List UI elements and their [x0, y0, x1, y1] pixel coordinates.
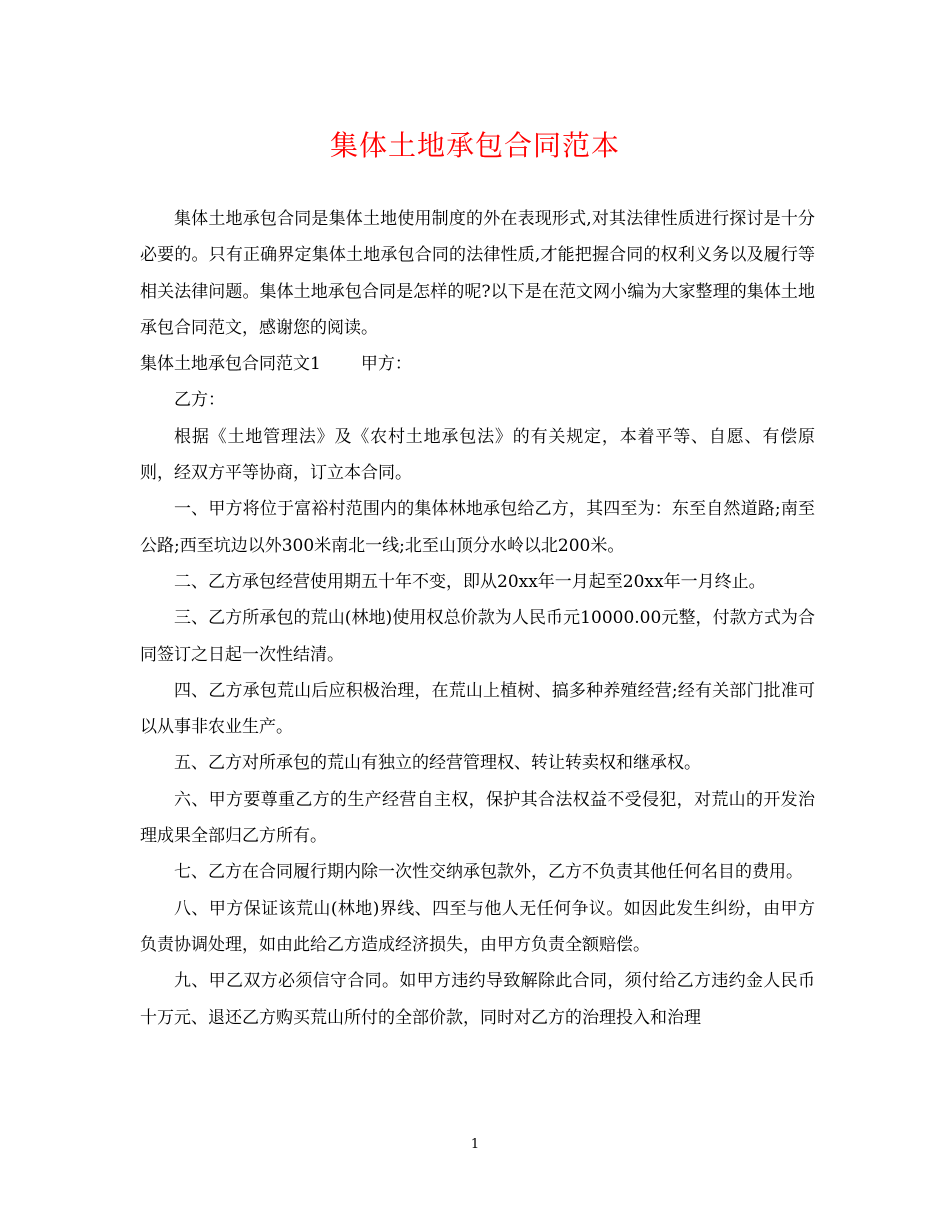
clause-4: 四、乙方承包荒山后应积极治理，在荒山上植树、搞多种养殖经营;经有关部门批准可以从事非农业生产。 — [140, 680, 815, 738]
clause-2: 二、乙方承包经营使用期五十年不变，即从20xx年一月起至20xx年一月终止。 — [174, 571, 766, 592]
section-heading: 集体土地承包合同范文1 — [140, 354, 321, 375]
clause-9: 九、甲乙双方必须信守合同。如甲方违约导致解除此合同，须付给乙方违约金人民币十万元、退还乙方购买荒山所付的全部价款，同时对乙方的治理投入和治理 — [140, 971, 815, 1028]
clause-7: 七、乙方在合同履行期内除一次性交纳承包款外，乙方不负责其他任何名目的费用。 — [174, 862, 803, 883]
clause-8: 八、甲方保证该荒山(林地)界线、四至与他人无任何争议。如因此发生纠纷，由甲方负责协调处理，如由此给乙方造成经济损失，由甲方负责全额赔偿。 — [140, 898, 815, 955]
clause-6: 六、甲方要尊重乙方的生产经营自主权，保护其合法权益不受侵犯，对荒山的开发治理成果全部归乙方所有。 — [140, 789, 815, 847]
clause-preamble: 根据《土地管理法》及《农村土地承包法》的有关规定，本着平等、自愿、有偿原则，经双方平等协商，订立本合同。 — [140, 426, 815, 484]
party-a-label: 甲方： — [360, 354, 412, 375]
party-b-label: 乙方： — [174, 390, 225, 411]
document-body — [140, 201, 815, 1036]
clause-5: 五、乙方对所承包的荒山有独立的经营管理权、转让转卖权和继承权。 — [174, 753, 701, 774]
clause-3: 三、乙方所承包的荒山(林地)使用权总价款为人民币元10000.00元整，付款方式为合同签订之日起一次性结清。 — [140, 608, 815, 665]
document-title: 集体土地承包合同范本 — [329, 129, 620, 162]
intro-paragraph: 集体土地承包合同是集体土地使用制度的外在表现形式,对其法律性质进行探讨是十分必要的。只有正确界定集体土地承包合同的法律性质,才能把握合同的权利义务以及履行等相关法律问题。集体土地承包合同是怎样的呢?以下是在范文网小编为大家整理的集体土地承包合同范文，感谢您的阅读。 — [140, 209, 815, 338]
clause-1: 一、甲方将位于富裕村范围内的集体林地承包给乙方，其四至为：东至自然道路;南至公路;西至坑边以外300米南北一线;北至山顶分水岭以北200米。 — [140, 499, 815, 556]
section-heading-line — [140, 346, 815, 382]
page-number: 1 — [470, 1137, 480, 1152]
